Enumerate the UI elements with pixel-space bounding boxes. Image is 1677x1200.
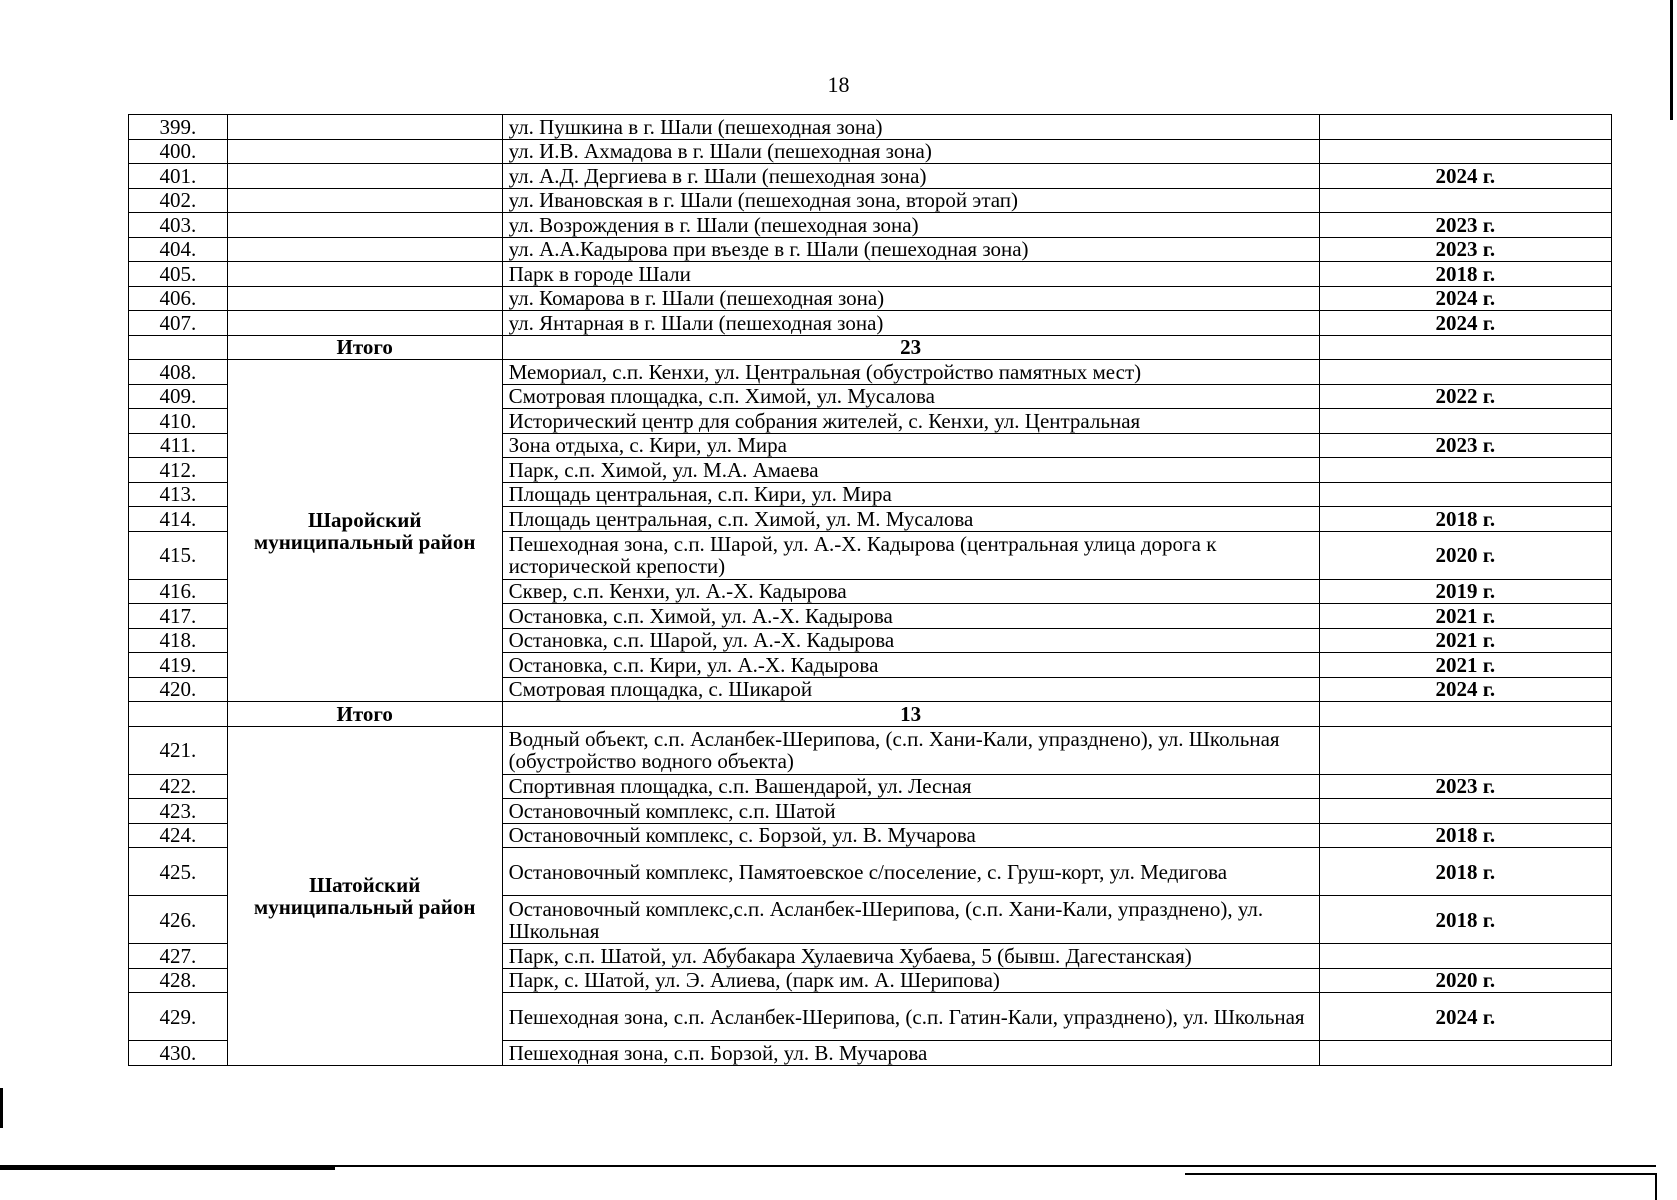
year-cell: 2021 г. — [1319, 653, 1611, 678]
year-cell — [1319, 335, 1611, 360]
year-cell: 2018 г. — [1319, 848, 1611, 896]
table-row — [129, 311, 1612, 336]
table-row — [129, 335, 1612, 360]
row-number: 412. — [129, 458, 228, 483]
year-cell: 2020 г. — [1319, 531, 1611, 579]
table-row — [129, 164, 1612, 189]
row-number: 406. — [129, 286, 228, 311]
object-name: Остановочный комплекс,с.п. Асланбек-Шерипова, (с.п. Хани-Кали, упразднено), ул. Школьная — [502, 896, 1319, 944]
table-row — [129, 237, 1612, 262]
year-cell: 2020 г. — [1319, 968, 1611, 993]
year-cell — [1319, 458, 1611, 483]
row-number: 430. — [129, 1041, 228, 1066]
year-cell — [1319, 482, 1611, 507]
year-cell — [1319, 1041, 1611, 1066]
object-name: ул. Комарова в г. Шали (пешеходная зона) — [502, 286, 1319, 311]
row-number: 421. — [129, 726, 228, 774]
row-number: 416. — [129, 579, 228, 604]
year-cell — [1319, 139, 1611, 164]
row-number: 418. — [129, 628, 228, 653]
row-number — [129, 702, 228, 727]
row-number: 426. — [129, 896, 228, 944]
row-number: 409. — [129, 384, 228, 409]
total-value: 23 — [502, 335, 1319, 360]
year-cell: 2023 г. — [1319, 774, 1611, 799]
row-number: 403. — [129, 213, 228, 238]
year-cell — [1319, 799, 1611, 824]
object-name: Парк, с.п. Химой, ул. М.А. Амаева — [502, 458, 1319, 483]
object-name: Остановка, с.п. Шарой, ул. А.-Х. Кадырова — [502, 628, 1319, 653]
object-name: ул. Возрождения в г. Шали (пешеходная зона) — [502, 213, 1319, 238]
object-name: Площадь центральная, с.п. Химой, ул. М. Мусалова — [502, 507, 1319, 532]
district-name: Шатойский муниципальный район — [227, 726, 502, 1065]
row-number: 414. — [129, 507, 228, 532]
object-name: Спортивная площадка, с.п. Вашендарой, ул. Лесная — [502, 774, 1319, 799]
year-cell: 2021 г. — [1319, 628, 1611, 653]
table-row — [129, 139, 1612, 164]
table-row — [129, 115, 1612, 140]
row-number: 422. — [129, 774, 228, 799]
object-name: Остановка, с.п. Кири, ул. А.-Х. Кадырова — [502, 653, 1319, 678]
year-cell — [1319, 944, 1611, 969]
year-cell — [1319, 409, 1611, 434]
total-label: Итого — [227, 702, 502, 727]
row-number: 402. — [129, 188, 228, 213]
district-cell — [227, 188, 502, 213]
row-number: 417. — [129, 604, 228, 629]
year-cell: 2024 г. — [1319, 311, 1611, 336]
year-cell: 2023 г. — [1319, 433, 1611, 458]
year-cell: 2023 г. — [1319, 237, 1611, 262]
district-cell — [227, 213, 502, 238]
object-name: ул. А.А.Кадырова при въезде в г. Шали (пешеходная зона) — [502, 237, 1319, 262]
year-cell — [1319, 115, 1611, 140]
district-cell — [227, 262, 502, 287]
row-number: 404. — [129, 237, 228, 262]
district-cell — [227, 139, 502, 164]
object-name: Площадь центральная, с.п. Кири, ул. Мира — [502, 482, 1319, 507]
district-cell — [227, 286, 502, 311]
table-row — [129, 213, 1612, 238]
object-name: Исторический центр для собрания жителей, с. Кенхи, ул. Центральная — [502, 409, 1319, 434]
year-cell: 2024 г. — [1319, 286, 1611, 311]
table-row — [129, 188, 1612, 213]
row-number — [129, 335, 228, 360]
year-cell: 2024 г. — [1319, 993, 1611, 1041]
scan-bottom-rule-thick — [0, 1166, 335, 1170]
district-name: Шаройский муниципальный район — [227, 360, 502, 702]
table-row — [129, 286, 1612, 311]
object-name: ул. Ивановская в г. Шали (пешеходная зона, второй этап) — [502, 188, 1319, 213]
object-name: Остановочный комплекс, с. Борзой, ул. В. Мучарова — [502, 823, 1319, 848]
row-number: 410. — [129, 409, 228, 434]
row-number: 420. — [129, 677, 228, 702]
row-number: 411. — [129, 433, 228, 458]
table-row — [129, 360, 1612, 385]
year-cell — [1319, 702, 1611, 727]
object-name: Парк, с.п. Шатой, ул. Абубакара Хулаевича Хубаева, 5 (бывш. Дагестанская) — [502, 944, 1319, 969]
object-name: Смотровая площадка, с. Шикарой — [502, 677, 1319, 702]
scan-right-edge — [1670, 0, 1673, 120]
year-cell: 2018 г. — [1319, 262, 1611, 287]
row-number: 419. — [129, 653, 228, 678]
row-number: 415. — [129, 531, 228, 579]
table-row — [129, 262, 1612, 287]
year-cell: 2021 г. — [1319, 604, 1611, 629]
year-cell: 2024 г. — [1319, 677, 1611, 702]
object-name: Парк, с. Шатой, ул. Э. Алиева, (парк им. А. Шерипова) — [502, 968, 1319, 993]
object-name: ул. А.Д. Дергиева в г. Шали (пешеходная зона) — [502, 164, 1319, 189]
row-number: 428. — [129, 968, 228, 993]
object-name: ул. И.В. Ахмадова в г. Шали (пешеходная зона) — [502, 139, 1319, 164]
year-cell: 2018 г. — [1319, 507, 1611, 532]
district-cell — [227, 115, 502, 140]
row-number: 424. — [129, 823, 228, 848]
object-name: Остановочный комплекс, с.п. Шатой — [502, 799, 1319, 824]
object-name: Пешеходная зона, с.п. Борзой, ул. В. Мучарова — [502, 1041, 1319, 1066]
object-name: Остановка, с.п. Химой, ул. А.-Х. Кадырова — [502, 604, 1319, 629]
object-name: Остановочный комплекс, Памятоевское с/поселение, с. Груш-корт, ул. Медигова — [502, 848, 1319, 896]
row-number: 399. — [129, 115, 228, 140]
objects-table — [128, 114, 1612, 1066]
year-cell — [1319, 188, 1611, 213]
year-cell: 2022 г. — [1319, 384, 1611, 409]
object-name: Мемориал, с.п. Кенхи, ул. Центральная (обустройство памятных мест) — [502, 360, 1319, 385]
row-number: 413. — [129, 482, 228, 507]
scan-mark-left — [0, 1088, 3, 1128]
year-cell: 2018 г. — [1319, 823, 1611, 848]
year-cell: 2018 г. — [1319, 896, 1611, 944]
total-label: Итого — [227, 335, 502, 360]
object-name: ул. Пушкина в г. Шали (пешеходная зона) — [502, 115, 1319, 140]
scan-bottom-box — [1185, 1173, 1657, 1200]
district-cell — [227, 164, 502, 189]
year-cell — [1319, 360, 1611, 385]
object-name: Смотровая площадка, с.п. Химой, ул. Мусалова — [502, 384, 1319, 409]
year-cell: 2019 г. — [1319, 579, 1611, 604]
page-number: 18 — [827, 72, 850, 97]
table-row — [129, 726, 1612, 774]
row-number: 401. — [129, 164, 228, 189]
object-name: Водный объект, с.п. Асланбек-Шерипова, (с.п. Хани-Кали, упразднено), ул. Школьная (обустройство водного объекта) — [502, 726, 1319, 774]
row-number: 405. — [129, 262, 228, 287]
object-name: Пешеходная зона, с.п. Шарой, ул. А.-Х. Кадырова (центральная улица дорога к исторической крепости) — [502, 531, 1319, 579]
row-number: 407. — [129, 311, 228, 336]
year-cell: 2024 г. — [1319, 164, 1611, 189]
district-cell — [227, 237, 502, 262]
object-name: Парк в городе Шали — [502, 262, 1319, 287]
row-number: 408. — [129, 360, 228, 385]
total-value: 13 — [502, 702, 1319, 727]
object-name: Зона отдыха, с. Кири, ул. Мира — [502, 433, 1319, 458]
row-number: 423. — [129, 799, 228, 824]
row-number: 427. — [129, 944, 228, 969]
object-name: Сквер, с.п. Кенхи, ул. А.-Х. Кадырова — [502, 579, 1319, 604]
object-name: Пешеходная зона, с.п. Асланбек-Шерипова, (с.п. Гатин-Кали, упразднено), ул. Школьная — [502, 993, 1319, 1041]
object-name: ул. Янтарная в г. Шали (пешеходная зона) — [502, 311, 1319, 336]
year-cell: 2023 г. — [1319, 213, 1611, 238]
row-number: 425. — [129, 848, 228, 896]
row-number: 400. — [129, 139, 228, 164]
district-cell — [227, 311, 502, 336]
year-cell — [1319, 726, 1611, 774]
table-row — [129, 702, 1612, 727]
row-number: 429. — [129, 993, 228, 1041]
